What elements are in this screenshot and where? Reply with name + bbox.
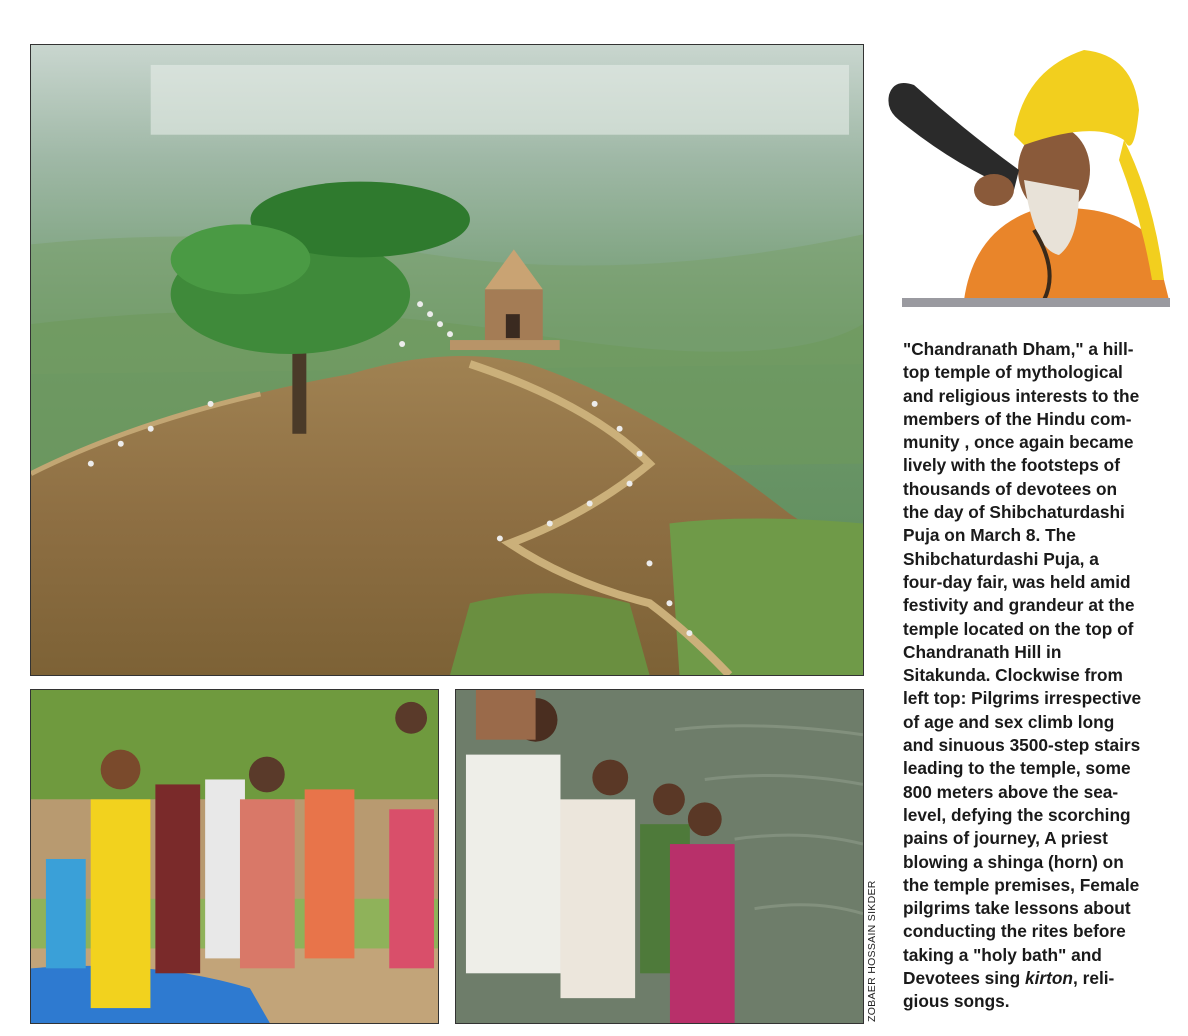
caption-line: temple located on the top of	[903, 618, 1134, 639]
devotees-kirton-image	[31, 690, 438, 1023]
caption-kirton-after: , reli-	[1073, 968, 1115, 989]
caption-line: lively with the footsteps of	[903, 455, 1120, 476]
caption-line: members of the Hindu com-	[903, 408, 1132, 429]
caption-line: pilgrims take lessons about	[903, 898, 1131, 919]
caption-line: four-day fair, was held amid	[903, 571, 1131, 592]
caption-line: Sitakunda. Clockwise from	[903, 665, 1123, 686]
caption-line: "Chandranath Dham," a hill-	[903, 339, 1134, 359]
caption-line: gious songs.	[903, 991, 1010, 1012]
caption-line-kirton	[903, 967, 1171, 990]
caption-line: of age and sex climb long	[903, 711, 1115, 732]
caption-text	[903, 338, 1171, 1014]
photo-priest-horn	[884, 40, 1174, 300]
caption-line: top temple of mythological	[903, 362, 1123, 383]
caption-line: and religious interests to the	[903, 385, 1140, 406]
caption-line: the temple premises, Female	[903, 874, 1140, 895]
caption-line: festivity and grandeur at the	[903, 595, 1135, 616]
caption-line: blowing a shinga (horn) on	[903, 851, 1124, 872]
priest-horn-image	[884, 40, 1174, 300]
caption-line: Chandranath Hill in	[903, 641, 1062, 662]
caption-line: thousands of devotees on	[903, 478, 1118, 499]
photo-credit: ZOBAER HOSSAIN SIKDER	[866, 880, 878, 1022]
photo-hill-temple	[30, 44, 864, 676]
caption-line: 800 meters above the sea-	[903, 781, 1119, 802]
caption-line: conducting the rites before	[903, 921, 1126, 942]
caption-line: munity , once again became	[903, 432, 1134, 453]
hill-temple-image	[31, 45, 863, 675]
caption-line: the day of Shibchaturdashi	[903, 502, 1125, 523]
caption-line: left top: Pilgrims irrespective	[903, 688, 1142, 709]
photo-holy-bath	[455, 689, 864, 1024]
caption-line: and sinuous 3500-step stairs	[903, 735, 1141, 756]
caption-line: level, defying the scorching	[903, 804, 1131, 825]
grey-rule	[902, 298, 1170, 307]
caption-line: Shibchaturdashi Puja, a	[903, 548, 1099, 569]
caption-line: taking a "holy bath" and	[903, 944, 1102, 965]
photo-devotees-kirton	[30, 689, 439, 1024]
holy-bath-image	[456, 690, 863, 1023]
caption-kirton-italic: kirton	[1024, 968, 1073, 989]
caption-line: Puja on March 8. The	[903, 525, 1076, 546]
caption-line: leading to the temple, some	[903, 758, 1131, 779]
caption-line: pains of journey, A priest	[903, 828, 1108, 849]
caption-kirton-before: Devotees sing	[903, 968, 1025, 989]
